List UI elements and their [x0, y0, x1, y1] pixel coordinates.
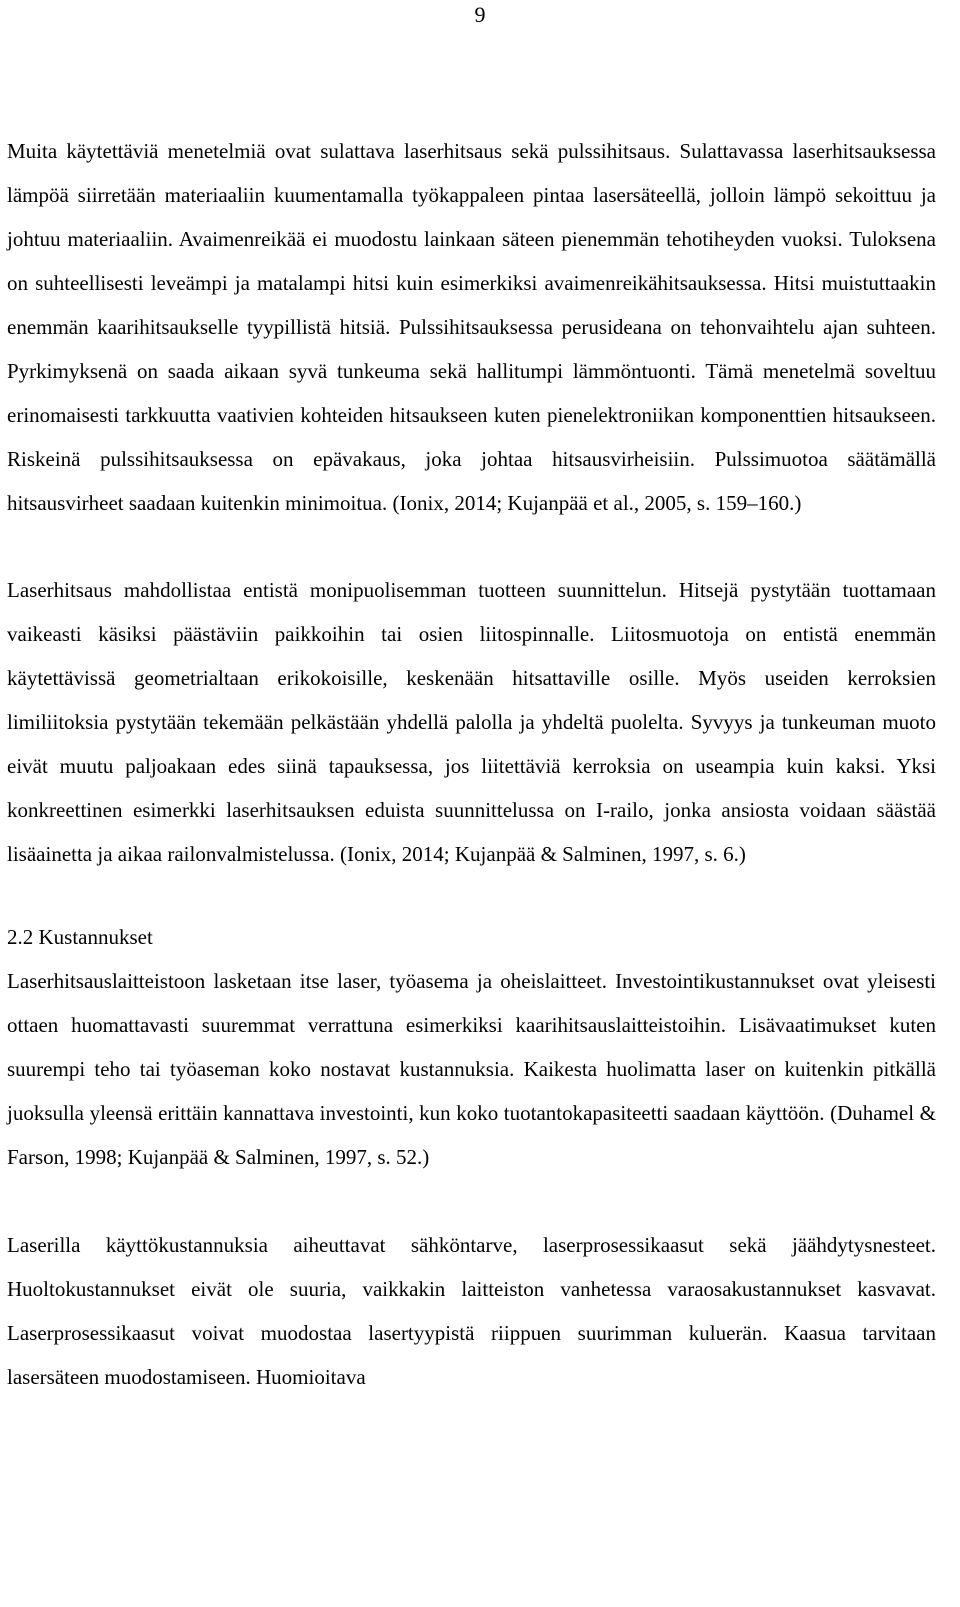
page-number: 9 [474, 2, 486, 27]
paragraph-welding-methods: Muita käytettäviä menetelmiä ovat sulattava laserhitsaus sekä pulssihitsaus. Sulattavassa laserhitsauksessa lämpöä siirretään materiaaliin kuumentamalla työkappaleen pintaa lasersäteellä, jolloin lämpö sekoittuu ja johtuu materiaaliin. Avaimenreikää ei muodostu lainkaan säteen pienemmän tehotiheyden vuoksi. Tuloksena on suhteellisesti leveämpi ja matalampi hitsi kuin esimerkiksi avaimenreikähitsauksessa. Hitsi muistuttaakin enemmän kaarihitsaukselle tyypillistä hitsiä. Pulssihitsauksessa perusideana on tehonvaihtelu ajan suhteen. Pyrkimyksenä on saada aikaan syvä tunkeuma sekä hallitumpi lämmöntuonti. Tämä menetelmä soveltuu erinomaisesti tarkkuutta vaativien kohteiden hitsaukseen kuten pienelektroniikan komponenttien hitsaukseen. Riskeinä pulssihitsauksessa on epävakaus, joka johtaa hitsausvirheisiin. Pulssimuotoa säätämällä hitsausvirheet saadaan kuitenkin minimoitua. (Ionix, 2014; Kujanpää et al., 2005, s. 159–160.) [7, 139, 936, 515]
paragraph-investment-costs: Laserhitsauslaitteistoon lasketaan itse laser, työasema ja oheislaitteet. Investointikustannukset ovat yleisesti ottaen huomattavasti suuremmat verrattuna esimerkiksi kaarihitsauslaitteistoihin. Lisävaatimukset kuten suurempi teho tai työaseman koko nostavat kustannuksia. Kaikesta huolimatta laser on kuitenkin pitkällä juoksulla yleensä erittäin kannattava investointi, kun koko tuotantokapasiteetti saadaan käyttöön. (Duhamel & Farson, 1998; Kujanpää & Salminen, 1997, s. 52.) [7, 969, 936, 1169]
paragraph-operating-costs: Laserilla käyttökustannuksia aiheuttavat sähköntarve, laserprosessikaasut sekä jäähdytysnesteet. Huoltokustannukset eivät ole suuria, vaikkakin laitteiston vanhetessa varaosakustannukset kasvavat. Laserprosessikaasut voivat muodostaa lasertyypistä riippuen suurimman kuluerän. Kaasua tarvitaan lasersäteen muodostamiseen. Huomioitava [7, 1233, 936, 1389]
document-body [7, 129, 936, 1399]
paragraph-design-advantages: Laserhitsaus mahdollistaa entistä monipuolisemman tuotteen suunnittelun. Hitsejä pystytään tuottamaan vaikeasti käsiksi päästäviin paikkoihin tai osien liitospinnalle. Liitosmuotoja on entistä enemmän käytettävissä geometrialtaan erikokoisille, keskenään hitsattaville osille. Myös useiden kerroksien limiliitoksia pystytään tekemään pelkästään yhdellä palolla ja yhdeltä puolelta. Syvyys ja tunkeuman muoto eivät muutu paljoakaan edes siinä tapauksessa, jos liitettäviä kerroksia on useampia kuin kaksi. Yksi konkreettinen esimerkki laserhitsauksen eduista suunnittelussa on I-railo, jonka ansiosta voidaan säästää lisäainetta ja aikaa railonvalmistelussa. (Ionix, 2014; Kujanpää & Salminen, 1997, s. 6.) [7, 578, 936, 866]
section-heading: 2.2 Kustannukset [7, 925, 153, 949]
